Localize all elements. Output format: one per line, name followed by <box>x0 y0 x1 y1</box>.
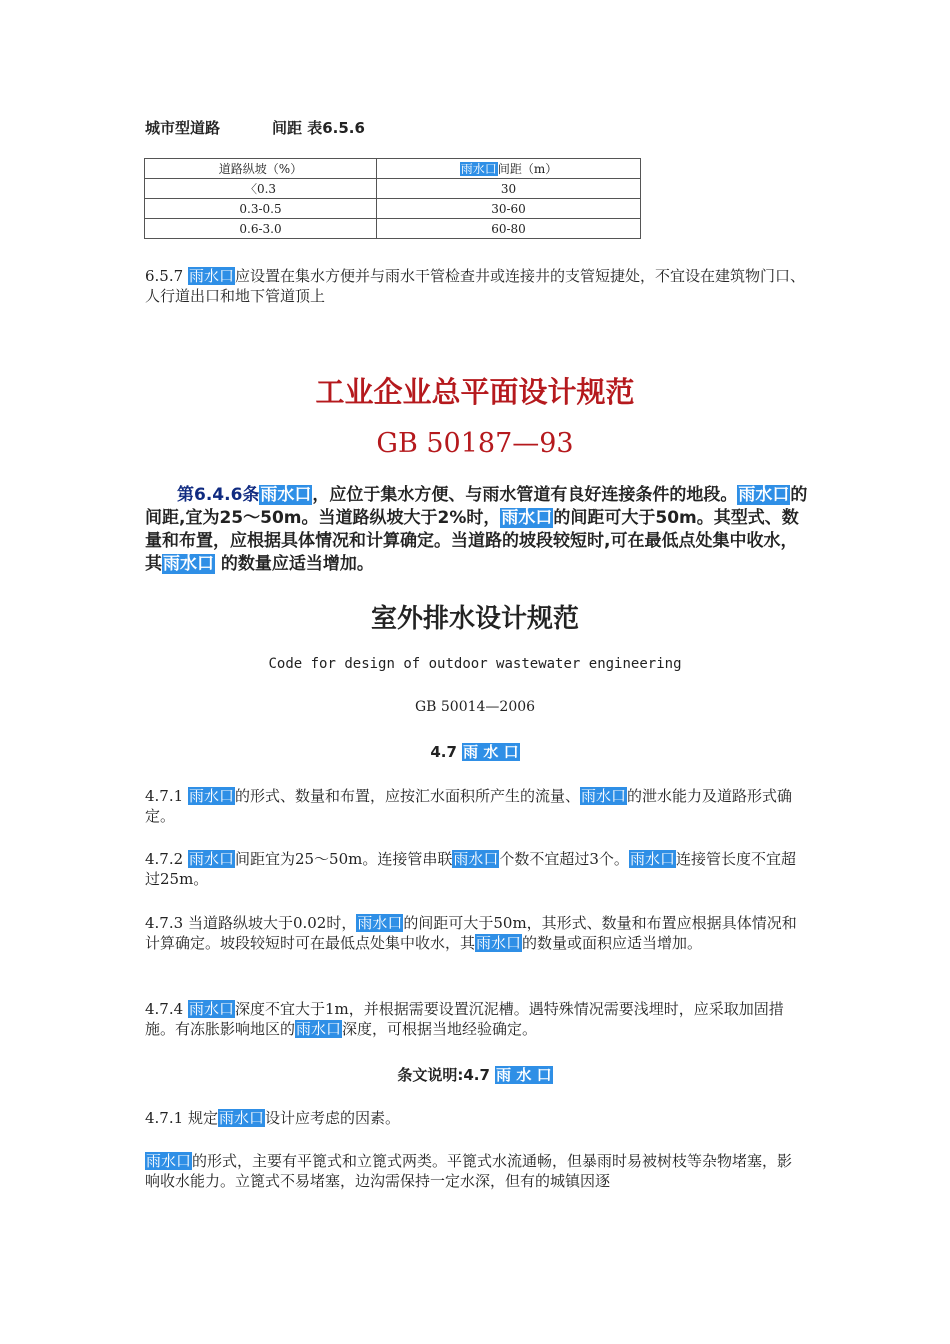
highlight-keyword: 雨水口 <box>188 1000 234 1018</box>
section-heading: 4.7 雨 水 口 <box>430 743 519 761</box>
standard-code: GB 50187—93 <box>376 428 574 459</box>
highlight-keyword: 雨 水 口 <box>496 1066 552 1084</box>
table-row <box>145 179 641 199</box>
spacing-table <box>144 158 641 239</box>
explanation-heading: 条文说明:4.7 雨 水 口 <box>397 1066 552 1084</box>
table-caption <box>145 117 365 138</box>
table-row <box>145 219 641 239</box>
paragraph-4-7-1: 4.7.1 雨水口的形式、数量和布置，应按汇水面积所产生的流量、雨水口的泄水能力及道路形式确定。 <box>145 787 793 825</box>
highlight-keyword: 雨水口 <box>476 934 522 952</box>
highlight-keyword: 雨水口 <box>357 914 403 932</box>
highlight-keyword: 雨 水 口 <box>463 743 519 761</box>
table-row <box>145 199 641 219</box>
paragraph-6-5-7: 6.5.7 雨水口应设置在集水方便并与雨水干管检查井或连接井的支管短捷处，不宜设在建筑物门口、人行道出口和地下管道顶上 <box>145 267 805 305</box>
standard-subtitle: Code for design of outdoor wastewater engineering <box>268 656 682 672</box>
highlight-keyword: 雨水口 <box>629 850 675 868</box>
cell-slope: 0.3-0.5 <box>145 199 377 219</box>
highlight-keyword: 雨水口 <box>296 1020 342 1038</box>
highlight-keyword: 雨水口 <box>188 267 234 285</box>
paragraph-4-7-2: 4.7.2 雨水口间距宜为25～50m。连接管串联雨水口个数不宜超过3个。雨水口连接管长度不宜超过25m。 <box>145 850 796 888</box>
clause-label: 第6.4.6条 <box>177 485 260 505</box>
cell-spacing: 60-80 <box>377 219 641 239</box>
header-slope: 道路纵坡（%） <box>145 159 377 179</box>
highlight-keyword: 雨水口 <box>738 485 790 505</box>
table-caption-right: 间距 表6.5.6 <box>272 119 365 137</box>
clause-6-4-6: 第6.4.6条雨水口，应位于集水方便、与雨水管道有良好连接条件的地段。雨水口的间距,宜为25～50m。当道路纵坡大于2%时，雨水口的间距可大于50m。其型式、数量和布置，应根据具体情况和计算确定。当道路的坡段较短时,可在最低点处集中收水，其雨水口 的数量应适当增加。 <box>145 485 808 574</box>
highlight-keyword: 雨水口 <box>163 554 214 574</box>
highlight-keyword: 雨水口 <box>501 508 553 528</box>
explanation-forms: 雨水口的形式，主要有平篦式和立篦式两类。平篦式水流通畅，但暴雨时易被树枝等杂物堵塞，影响收水能力。立篦式不易堵塞，边沟需保持一定水深，但有的城镇因逐 <box>145 1152 793 1190</box>
standard-title-2: 室外排水设计规范 <box>370 604 579 634</box>
standard-code-2: GB 50014—2006 <box>414 699 536 715</box>
highlight-keyword: 雨水口 <box>580 787 626 805</box>
highlight-keyword: 雨水口 <box>218 1109 264 1127</box>
table-caption-left: 城市型道路 <box>145 119 221 137</box>
highlight-keyword: 雨水口 <box>460 162 497 176</box>
cell-slope: 0.6-3.0 <box>145 219 377 239</box>
highlight-keyword: 雨水口 <box>453 850 499 868</box>
cell-spacing: 30-60 <box>377 199 641 219</box>
header-spacing: 雨水口间距（m） <box>377 159 641 179</box>
highlight-keyword: 雨水口 <box>188 787 234 805</box>
highlight-keyword: 雨水口 <box>146 1152 192 1170</box>
cell-slope: 〈0.3 <box>145 179 377 199</box>
highlight-keyword: 雨水口 <box>260 485 312 505</box>
table-header-row <box>145 159 641 179</box>
paragraph-4-7-3: 4.7.3 当道路纵坡大于0.02时，雨水口的间距可大于50m，其形式、数量和布置应根据具体情况和计算确定。坡段较短时可在最低点处集中收水，其雨水口的数量或面积应适当增加。 <box>145 914 797 952</box>
standard-title: 工业企业总平面设计规范 <box>315 375 635 409</box>
highlight-keyword: 雨水口 <box>188 850 234 868</box>
explanation-4-7-1: 4.7.1 规定雨水口设计应考虑的因素。 <box>145 1109 400 1127</box>
cell-spacing: 30 <box>377 179 641 199</box>
paragraph-4-7-4: 4.7.4 雨水口深度不宜大于1m，并根据需要设置沉泥槽。遇特殊情况需要浅埋时，应采取加固措施。有冻胀影响地区的雨水口深度，可根据当地经验确定。 <box>145 1000 784 1038</box>
